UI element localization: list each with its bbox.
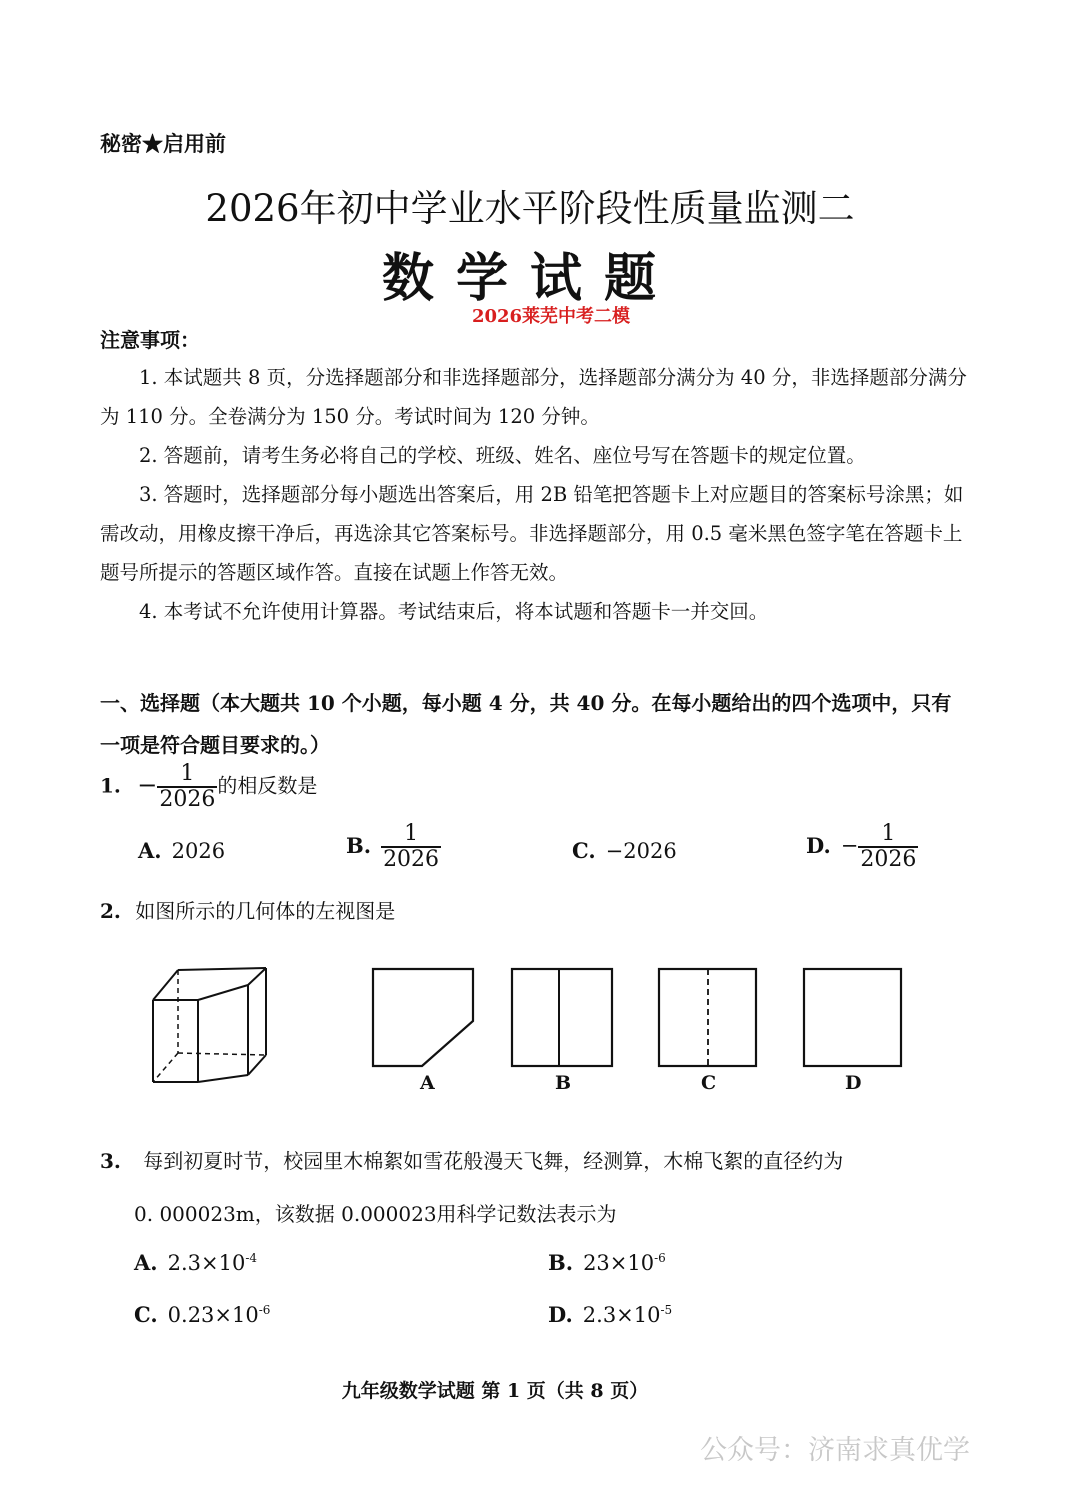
question-number: 1. bbox=[100, 773, 121, 798]
option-label: B. bbox=[346, 832, 372, 858]
option-d bbox=[548, 1302, 672, 1327]
solid-figure bbox=[148, 960, 272, 1086]
notes-list bbox=[100, 358, 972, 631]
option-label: C. bbox=[572, 838, 596, 863]
question-number: 3. bbox=[100, 1149, 121, 1173]
fraction bbox=[858, 822, 918, 872]
question-number: 2. bbox=[100, 899, 121, 923]
option-label: B. bbox=[548, 1250, 574, 1275]
option-value: 0.23×10 bbox=[167, 1303, 259, 1327]
option-label: D. bbox=[806, 832, 831, 858]
option-b bbox=[548, 1250, 666, 1275]
view-option-a bbox=[370, 966, 478, 1070]
fraction bbox=[381, 822, 441, 872]
option-value: 23×10 bbox=[583, 1251, 655, 1275]
note-item: 4. 本考试不允许使用计算器。考试结束后，将本试题和答题卡一并交回。 bbox=[139, 600, 769, 623]
notes-heading: 注意事项： bbox=[100, 328, 200, 352]
view-option-b bbox=[509, 966, 615, 1070]
option-value: 2.3×10 bbox=[167, 1251, 246, 1275]
option-value: 2.3×10 bbox=[582, 1303, 661, 1327]
fraction-numerator: 1 bbox=[180, 761, 195, 786]
option-label: D. bbox=[548, 1302, 573, 1327]
option-c bbox=[134, 1302, 270, 1327]
view-option-c bbox=[656, 966, 760, 1070]
option-b bbox=[346, 822, 441, 872]
fraction-denominator: 2026 bbox=[383, 847, 440, 873]
option-a bbox=[134, 1250, 257, 1275]
question-1 bbox=[100, 762, 317, 812]
fraction bbox=[157, 762, 217, 812]
page-footer: 九年级数学试题 第 1 页（共 8 页） bbox=[341, 1380, 649, 1402]
source-stamp: 2026莱芜中考二模 bbox=[471, 306, 631, 327]
minus-sign: − bbox=[840, 833, 859, 858]
question-3-line2: 0. 000023m，该数据 0.000023用科学记数法表示为 bbox=[134, 1202, 617, 1226]
question-text: 每到初夏时节，校园里木棉絮如雪花般漫天飞舞，经测算，木棉飞絮的直径约为 bbox=[143, 1149, 844, 1173]
figure-label-a: A bbox=[420, 1072, 435, 1094]
note-item: 1. 本试题共 8 页，分选择题部分和非选择题部分，选择题部分满分为 40 分，非选择题部分满分为 110 分。全卷满分为 150 分。考试时间为 120 分钟。 bbox=[100, 366, 967, 428]
figure-label-c: C bbox=[701, 1072, 717, 1094]
fraction-numerator: 1 bbox=[404, 821, 419, 846]
option-value: 2026 bbox=[171, 839, 226, 863]
question-3 bbox=[100, 1145, 843, 1174]
figure-label-d: D bbox=[845, 1072, 862, 1094]
option-d bbox=[806, 822, 918, 872]
watermark: 公众号：济南求真优学 bbox=[700, 1435, 970, 1466]
exponent: -6 bbox=[654, 1251, 666, 1265]
minus-sign: − bbox=[137, 770, 158, 799]
question-text: 的相反数是 bbox=[217, 773, 318, 798]
fraction-numerator: 1 bbox=[881, 821, 896, 846]
option-value: −2026 bbox=[605, 839, 677, 863]
fraction-denominator: 2026 bbox=[860, 847, 917, 873]
exponent: -4 bbox=[245, 1251, 258, 1265]
option-label: A. bbox=[138, 838, 162, 863]
exam-title: 2026年初中学业水平阶段性质量监测二 bbox=[205, 187, 855, 230]
note-item: 2. 答题前，请考生务必将自己的学校、班级、姓名、座位号写在答题卡的规定位置。 bbox=[139, 444, 866, 467]
subject-title: 数学试题 bbox=[381, 248, 678, 309]
view-option-d bbox=[801, 966, 905, 1070]
note-item: 3. 答题时，选择题部分每小题选出答案后，用 2B 铅笔把答题卡上对应题目的答案标号涂黑；如需改动，用橡皮擦干净后，再选涂其它答案标号。非选择题部分，用 0.5 毫米黑色签字笔在答题卡上题号所提示的答题区域作答。直接在试题上作答无效。 bbox=[100, 483, 964, 584]
question-2 bbox=[100, 895, 395, 924]
confidential-mark: 秘密★启用前 bbox=[100, 131, 226, 156]
exponent: -6 bbox=[258, 1303, 271, 1317]
option-a bbox=[138, 838, 225, 863]
figure-label-b: B bbox=[555, 1072, 572, 1094]
option-label: C. bbox=[134, 1302, 158, 1327]
section-heading: 一、选择题（本大题共 10 个小题，每小题 4 分，共 40 分。在每小题给出的四个选项中，只有一项是符合题目要求的。） bbox=[100, 691, 952, 757]
option-c bbox=[572, 838, 677, 863]
exponent: -5 bbox=[660, 1303, 673, 1317]
option-label: A. bbox=[134, 1250, 158, 1275]
question-text: 如图所示的几何体的左视图是 bbox=[135, 899, 396, 923]
fraction-denominator: 2026 bbox=[159, 787, 216, 813]
